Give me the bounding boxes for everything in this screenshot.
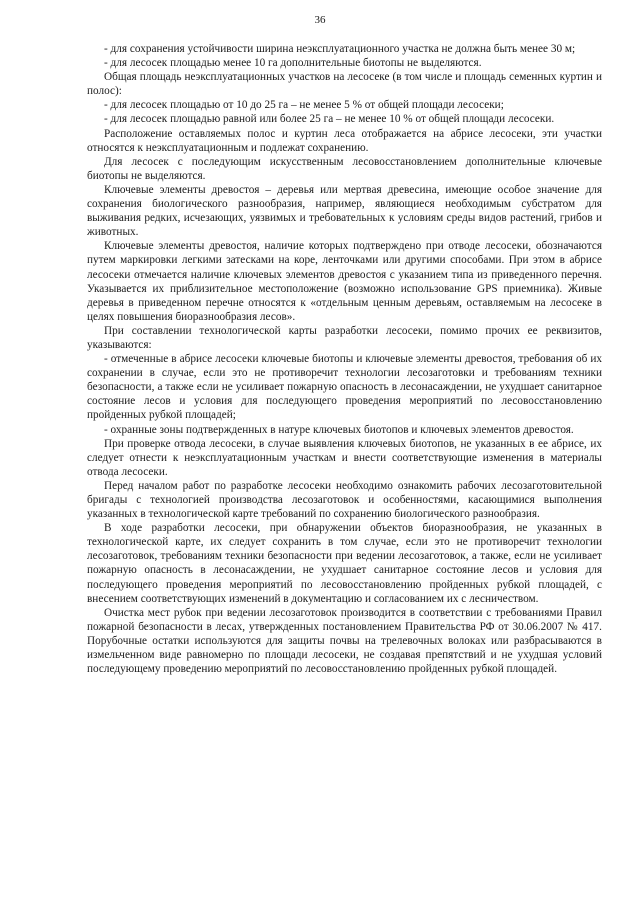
- paragraph: - для лесосек площадью менее 10 га дополнительные биотопы не выделяются.: [104, 57, 482, 70]
- paragraph: - для лесосек площадью равной или более 25 га – не менее 10 % от общей площади лесосеки.: [104, 113, 555, 126]
- document-body: [87, 42, 602, 676]
- paragraph: - охранные зоны подтвержденных в натуре ключевых биотопов и ключевых элементов древостоя.: [104, 423, 574, 436]
- paragraph: При составлении технологической карты разработки лесосеки, помимо прочих ее реквизитов, указываются:: [87, 324, 602, 351]
- paragraph: Расположение оставляемых полос и куртин леса отображается на абрисе лесосеки, эти участки относятся к неэксплуатационным и подлежат сохранению.: [87, 127, 602, 154]
- paragraph: При проверке отвода лесосеки, в случае выявления ключевых биотопов, не указанных в ее абрисе, их следует отнести к неэксплуатационным участкам и внести соответствующие изменения в материалы отвода лесосеки.: [87, 437, 602, 478]
- paragraph: Очистка мест рубок при ведении лесозаготовок производится в соответствии с требованиями Правил пожарной безопасности в лесах, утвержденных постановлением Правительства РФ от 30.06.2007 № 417. Порубочные остатки используются для защиты почвы на трелевочных волоках или разбрасываются в измельченном виде равномерно по площади лесосеки, не создавая препятствий и не ухудшая условий последующему проведению мероприятий по лесовосстановлению пройденных рубкой площадей.: [87, 606, 602, 676]
- paragraph: Общая площадь неэксплуатационных участков на лесосеке (в том числе и площадь семенных куртин и полос):: [87, 71, 602, 98]
- paragraph: Для лесосек с последующим искусственным лесовосстановлением дополнительные ключевые биотопы не выделяются.: [87, 155, 602, 182]
- paragraph: Перед началом работ по разработке лесосеки необходимо ознакомить рабочих лесозаготовительной бригады с технологией производства лесозаготовок и особенностями, касающимися выполнения указанных в технологической карте требований по сохранению биологического разнообразия.: [87, 479, 602, 521]
- paragraph: В ходе разработки лесосеки, при обнаружении объектов биоразнообразия, не указанных в технологической карте, их следует сохранить в том случае, если это не противоречит технологии лесозаготовок, требованиям техники безопасности при ведении лесозаготовок, а также, если не усиливает пожарную опасность в лесонасаждении, не ухудшает санитарное состояние лесов и условия для последующего проведения мероприятий по лесовосстановлению пройденных рубкой площадей, с внесением соответствующих изменений в документацию и согласованием их с лесничеством.: [87, 522, 602, 605]
- paragraph: Ключевые элементы древостоя – деревья или мертвая древесина, имеющие особое значение для сохранения биологического разнообразия, например, являющиеся необходимым субстратом для выживания редких, исчезающих, уязвимых и требовательных к условиям среды видов растений, грибов и животных.: [87, 183, 602, 239]
- paragraph: - отмеченные в абрисе лесосеки ключевые биотопы и ключевые элементы древостоя, требования об их сохранении в случае, если это не противоречит технологии лесозаготовки и требованиям техники безопасности, а также если не усиливает пожарную опасность в лесонасаждении, не ухудшает санитарное состояние лесов и условия для последующего проведения мероприятий по лесовосстановлению пройденных рубкой площадей;: [87, 353, 602, 422]
- paragraph: - для сохранения устойчивости ширина неэксплуатационного участка не должна быть менее 30 м;: [104, 43, 576, 55]
- paragraph: - для лесосек площадью от 10 до 25 га – не менее 5 % от общей площади лесосеки;: [104, 99, 504, 112]
- page-number: 36: [314, 14, 326, 26]
- paragraph: Ключевые элементы древостоя, наличие которых подтверждено при отводе лесосеки, обозначаются путем маркировки легкими затесками на коре, ленточками или другими способами. При этом в абрисе лесосеки отмечается наличие ключевых элементов древостоя с указанием типа из приведенного перечня. Указывается их приблизительное местоположение (возможно использование GPS приемника). Живые деревья в приведенном перечне относятся к «отдельным ценным деревьям, оставляемым на лесосеке в целях повышения биоразнообразия лесов».: [87, 240, 602, 323]
